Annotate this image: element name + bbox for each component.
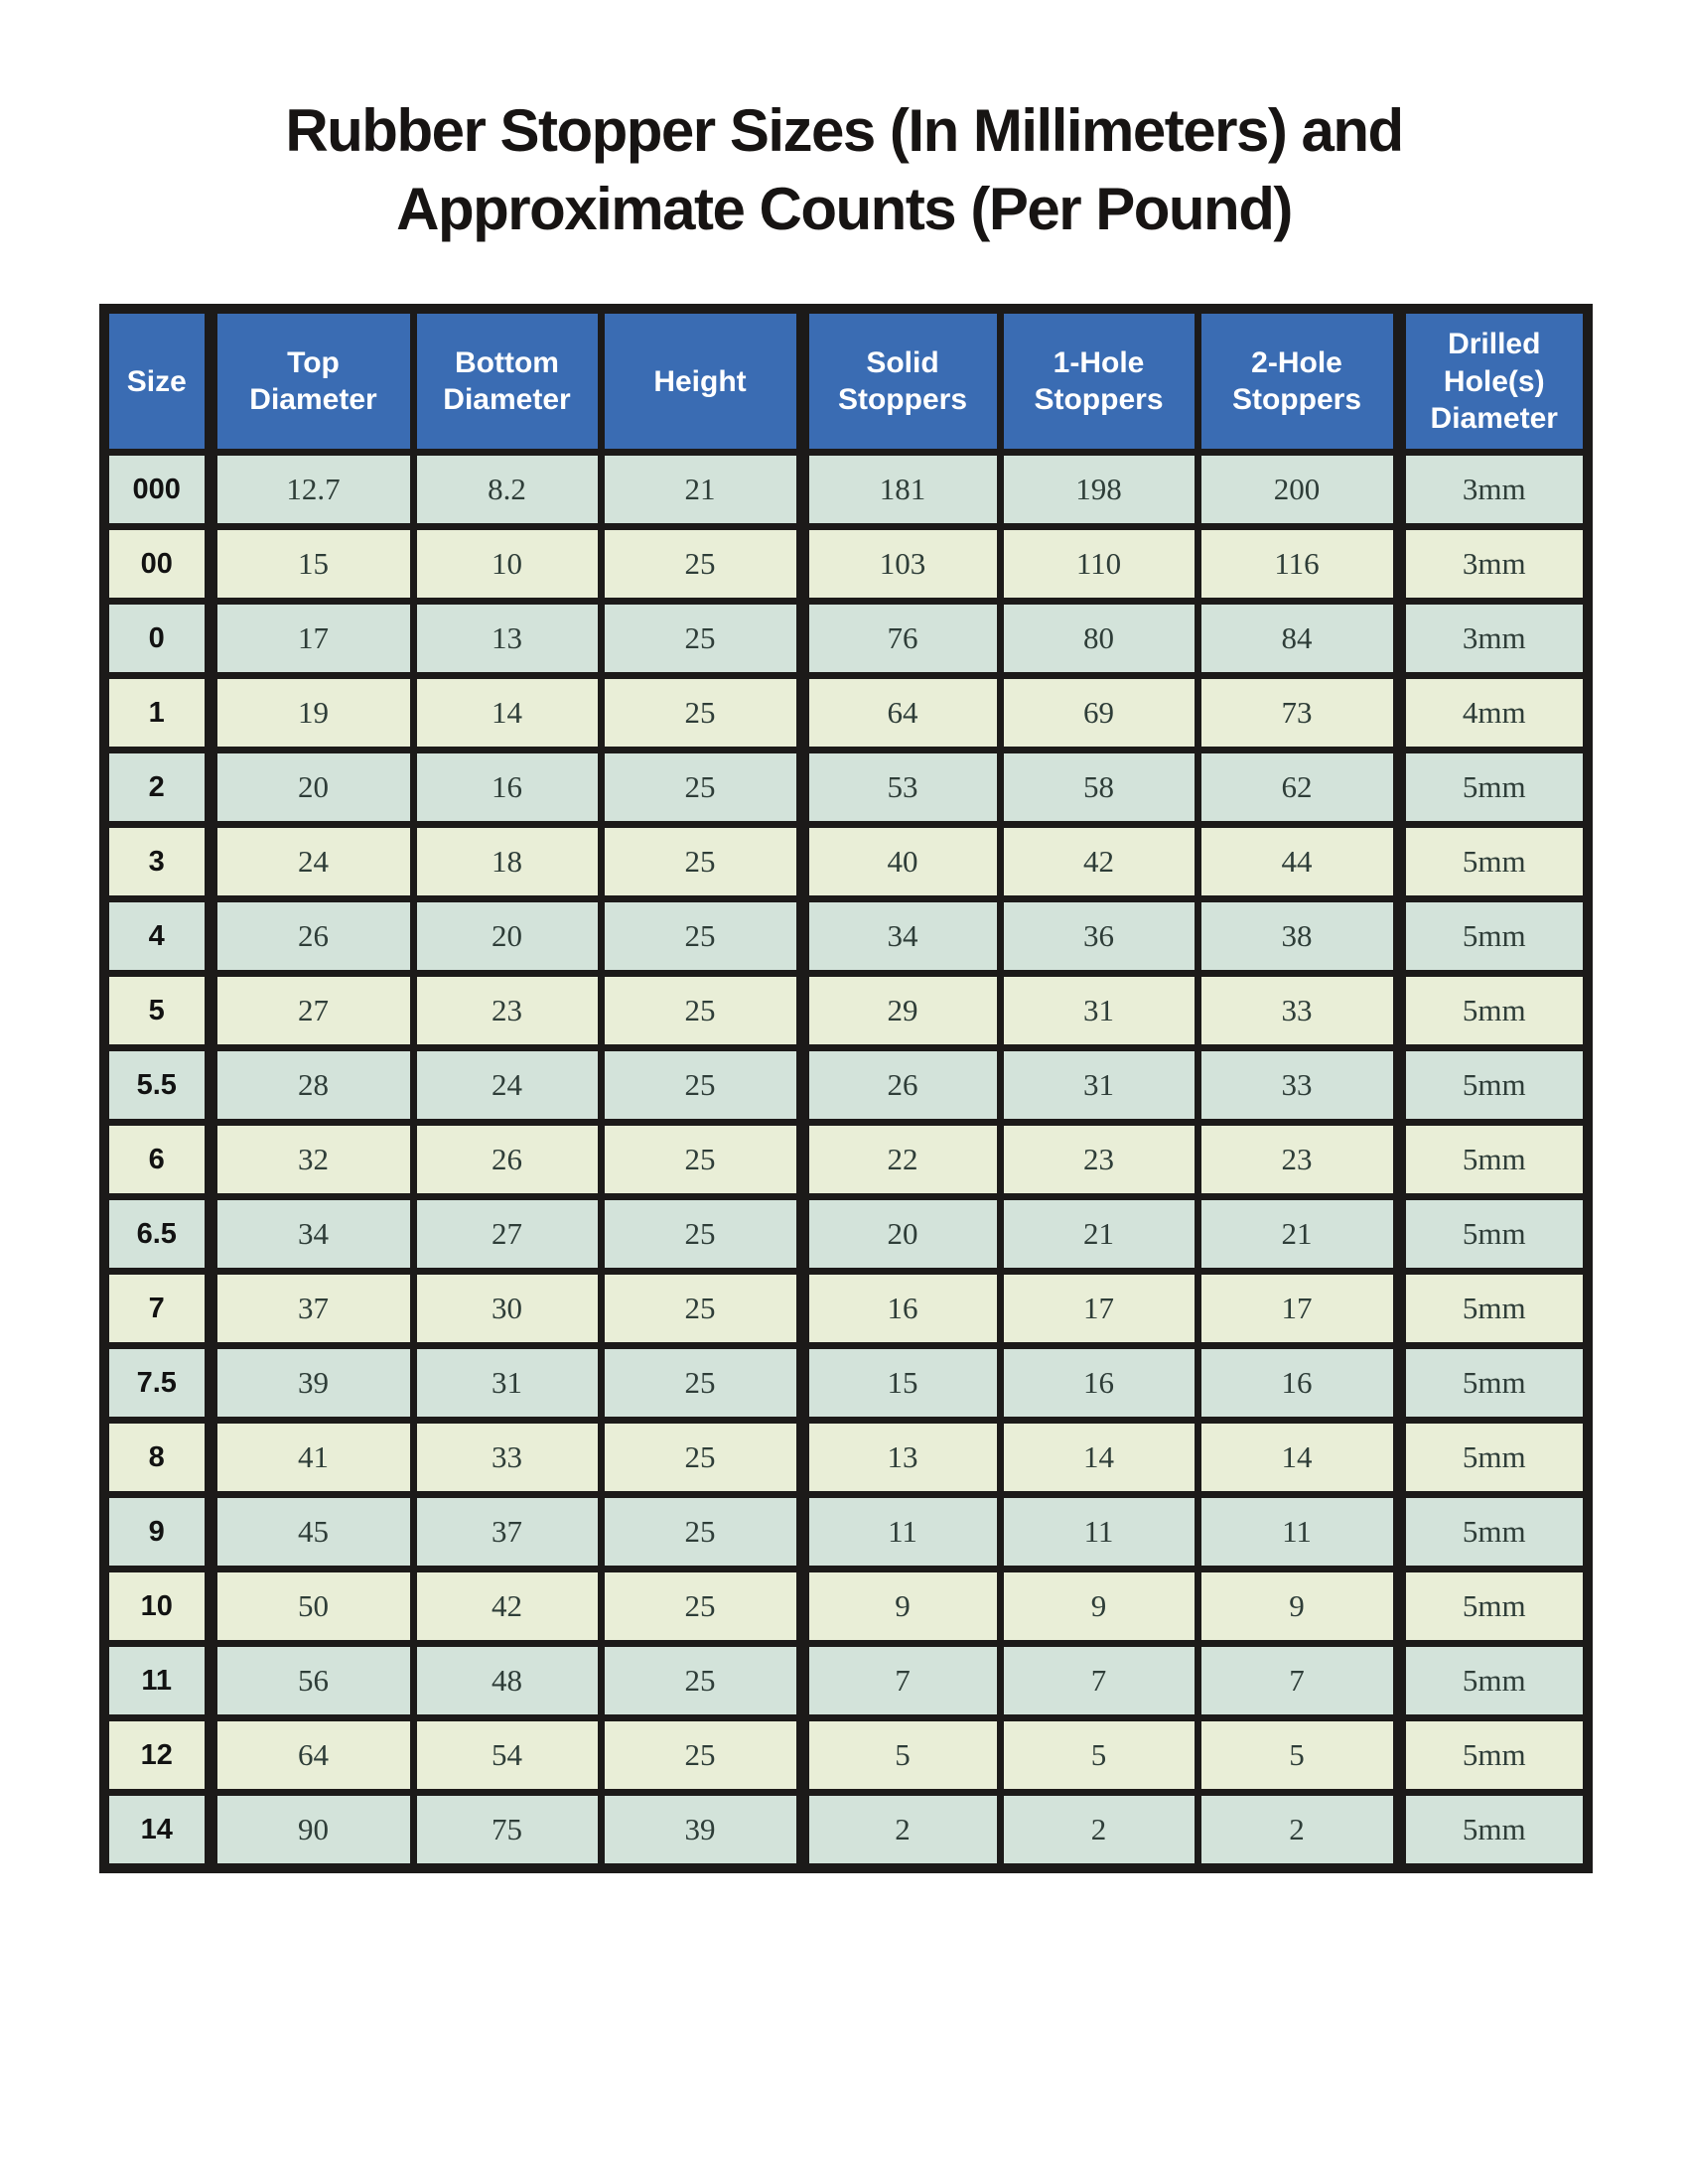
solid-stoppers-cell: 9 <box>802 1570 1000 1644</box>
table-row <box>104 527 1588 602</box>
height-cell: 25 <box>601 676 802 751</box>
two-hole-stoppers-cell: 44 <box>1197 825 1399 899</box>
one-hole-stoppers-cell: 2 <box>1000 1793 1197 1869</box>
solid-stoppers-cell: 2 <box>802 1793 1000 1869</box>
bottom-diameter-cell: 37 <box>413 1495 601 1570</box>
size-cell: 00 <box>104 527 211 602</box>
page-title <box>0 0 1688 248</box>
drilled-hole-diameter-cell: 5mm <box>1399 1718 1588 1793</box>
size-cell: 11 <box>104 1644 211 1718</box>
one-hole-stoppers-cell: 7 <box>1000 1644 1197 1718</box>
table-header <box>104 309 1588 453</box>
two-hole-stoppers-cell: 116 <box>1197 527 1399 602</box>
top-diameter-cell: 90 <box>211 1793 413 1869</box>
stopper-size-table <box>99 304 1593 1873</box>
header-cell-solid-stoppers: Solid Stoppers <box>802 309 1000 453</box>
table-row <box>104 825 1588 899</box>
height-cell: 25 <box>601 1346 802 1421</box>
one-hole-stoppers-cell: 58 <box>1000 751 1197 825</box>
two-hole-stoppers-cell: 2 <box>1197 1793 1399 1869</box>
height-cell: 25 <box>601 1495 802 1570</box>
one-hole-stoppers-cell: 11 <box>1000 1495 1197 1570</box>
drilled-hole-diameter-cell: 5mm <box>1399 1197 1588 1272</box>
height-cell: 25 <box>601 751 802 825</box>
table-row <box>104 676 1588 751</box>
drilled-hole-diameter-cell: 5mm <box>1399 825 1588 899</box>
solid-stoppers-cell: 20 <box>802 1197 1000 1272</box>
bottom-diameter-cell: 48 <box>413 1644 601 1718</box>
size-cell: 5 <box>104 974 211 1048</box>
drilled-hole-diameter-cell: 5mm <box>1399 1421 1588 1495</box>
height-cell: 25 <box>601 1272 802 1346</box>
one-hole-stoppers-cell: 80 <box>1000 602 1197 676</box>
table-row <box>104 1570 1588 1644</box>
bottom-diameter-cell: 75 <box>413 1793 601 1869</box>
size-cell: 7.5 <box>104 1346 211 1421</box>
two-hole-stoppers-cell: 14 <box>1197 1421 1399 1495</box>
solid-stoppers-cell: 64 <box>802 676 1000 751</box>
top-diameter-cell: 37 <box>211 1272 413 1346</box>
solid-stoppers-cell: 181 <box>802 453 1000 527</box>
top-diameter-cell: 39 <box>211 1346 413 1421</box>
bottom-diameter-cell: 16 <box>413 751 601 825</box>
one-hole-stoppers-cell: 198 <box>1000 453 1197 527</box>
solid-stoppers-cell: 34 <box>802 899 1000 974</box>
bottom-diameter-cell: 14 <box>413 676 601 751</box>
bottom-diameter-cell: 8.2 <box>413 453 601 527</box>
top-diameter-cell: 41 <box>211 1421 413 1495</box>
page-title-line1: Rubber Stopper Sizes (In Millimeters) and <box>285 97 1403 164</box>
solid-stoppers-cell: 53 <box>802 751 1000 825</box>
height-cell: 25 <box>601 1123 802 1197</box>
drilled-hole-diameter-cell: 5mm <box>1399 1495 1588 1570</box>
drilled-hole-diameter-cell: 5mm <box>1399 751 1588 825</box>
header-cell-1-hole-stoppers: 1-Hole Stoppers <box>1000 309 1197 453</box>
one-hole-stoppers-cell: 31 <box>1000 1048 1197 1123</box>
size-cell: 10 <box>104 1570 211 1644</box>
table-row <box>104 1197 1588 1272</box>
bottom-diameter-cell: 42 <box>413 1570 601 1644</box>
top-diameter-cell: 28 <box>211 1048 413 1123</box>
size-cell: 6 <box>104 1123 211 1197</box>
two-hole-stoppers-cell: 5 <box>1197 1718 1399 1793</box>
bottom-diameter-cell: 23 <box>413 974 601 1048</box>
two-hole-stoppers-cell: 17 <box>1197 1272 1399 1346</box>
bottom-diameter-cell: 54 <box>413 1718 601 1793</box>
one-hole-stoppers-cell: 17 <box>1000 1272 1197 1346</box>
size-cell: 8 <box>104 1421 211 1495</box>
one-hole-stoppers-cell: 23 <box>1000 1123 1197 1197</box>
height-cell: 39 <box>601 1793 802 1869</box>
one-hole-stoppers-cell: 36 <box>1000 899 1197 974</box>
drilled-hole-diameter-cell: 5mm <box>1399 1048 1588 1123</box>
size-cell: 1 <box>104 676 211 751</box>
table-row <box>104 1793 1588 1869</box>
top-diameter-cell: 26 <box>211 899 413 974</box>
header-cell-top-diameter: Top Diameter <box>211 309 413 453</box>
drilled-hole-diameter-cell: 5mm <box>1399 1570 1588 1644</box>
solid-stoppers-cell: 40 <box>802 825 1000 899</box>
bottom-diameter-cell: 24 <box>413 1048 601 1123</box>
height-cell: 25 <box>601 1197 802 1272</box>
one-hole-stoppers-cell: 21 <box>1000 1197 1197 1272</box>
size-cell: 9 <box>104 1495 211 1570</box>
height-cell: 25 <box>601 1644 802 1718</box>
top-diameter-cell: 19 <box>211 676 413 751</box>
size-cell: 6.5 <box>104 1197 211 1272</box>
solid-stoppers-cell: 5 <box>802 1718 1000 1793</box>
two-hole-stoppers-cell: 9 <box>1197 1570 1399 1644</box>
one-hole-stoppers-cell: 16 <box>1000 1346 1197 1421</box>
bottom-diameter-cell: 31 <box>413 1346 601 1421</box>
two-hole-stoppers-cell: 84 <box>1197 602 1399 676</box>
drilled-hole-diameter-cell: 3mm <box>1399 453 1588 527</box>
size-cell: 7 <box>104 1272 211 1346</box>
drilled-hole-diameter-cell: 5mm <box>1399 974 1588 1048</box>
two-hole-stoppers-cell: 21 <box>1197 1197 1399 1272</box>
height-cell: 25 <box>601 527 802 602</box>
header-row <box>104 309 1588 453</box>
height-cell: 25 <box>601 1718 802 1793</box>
top-diameter-cell: 56 <box>211 1644 413 1718</box>
drilled-hole-diameter-cell: 5mm <box>1399 1793 1588 1869</box>
drilled-hole-diameter-cell: 5mm <box>1399 1272 1588 1346</box>
two-hole-stoppers-cell: 11 <box>1197 1495 1399 1570</box>
one-hole-stoppers-cell: 42 <box>1000 825 1197 899</box>
solid-stoppers-cell: 11 <box>802 1495 1000 1570</box>
solid-stoppers-cell: 15 <box>802 1346 1000 1421</box>
table-row <box>104 1644 1588 1718</box>
height-cell: 25 <box>601 974 802 1048</box>
bottom-diameter-cell: 26 <box>413 1123 601 1197</box>
drilled-hole-diameter-cell: 4mm <box>1399 676 1588 751</box>
size-cell: 000 <box>104 453 211 527</box>
one-hole-stoppers-cell: 14 <box>1000 1421 1197 1495</box>
table-row <box>104 899 1588 974</box>
table-row <box>104 1272 1588 1346</box>
height-cell: 25 <box>601 602 802 676</box>
solid-stoppers-cell: 26 <box>802 1048 1000 1123</box>
page-title-line2: Approximate Counts (Per Pound) <box>396 176 1292 243</box>
size-cell: 14 <box>104 1793 211 1869</box>
size-cell: 0 <box>104 602 211 676</box>
one-hole-stoppers-cell: 9 <box>1000 1570 1197 1644</box>
one-hole-stoppers-cell: 69 <box>1000 676 1197 751</box>
height-cell: 25 <box>601 1048 802 1123</box>
two-hole-stoppers-cell: 33 <box>1197 974 1399 1048</box>
two-hole-stoppers-cell: 16 <box>1197 1346 1399 1421</box>
two-hole-stoppers-cell: 62 <box>1197 751 1399 825</box>
table-row <box>104 1048 1588 1123</box>
size-cell: 12 <box>104 1718 211 1793</box>
height-cell: 25 <box>601 1421 802 1495</box>
solid-stoppers-cell: 103 <box>802 527 1000 602</box>
table-row <box>104 602 1588 676</box>
top-diameter-cell: 20 <box>211 751 413 825</box>
two-hole-stoppers-cell: 7 <box>1197 1644 1399 1718</box>
table-row <box>104 974 1588 1048</box>
solid-stoppers-cell: 22 <box>802 1123 1000 1197</box>
table-row <box>104 1346 1588 1421</box>
one-hole-stoppers-cell: 5 <box>1000 1718 1197 1793</box>
bottom-diameter-cell: 33 <box>413 1421 601 1495</box>
size-cell: 4 <box>104 899 211 974</box>
one-hole-stoppers-cell: 31 <box>1000 974 1197 1048</box>
top-diameter-cell: 12.7 <box>211 453 413 527</box>
solid-stoppers-cell: 16 <box>802 1272 1000 1346</box>
size-cell: 5.5 <box>104 1048 211 1123</box>
top-diameter-cell: 34 <box>211 1197 413 1272</box>
size-cell: 2 <box>104 751 211 825</box>
height-cell: 25 <box>601 825 802 899</box>
bottom-diameter-cell: 27 <box>413 1197 601 1272</box>
table-row <box>104 1495 1588 1570</box>
bottom-diameter-cell: 30 <box>413 1272 601 1346</box>
drilled-hole-diameter-cell: 5mm <box>1399 1346 1588 1421</box>
table-row <box>104 1123 1588 1197</box>
bottom-diameter-cell: 13 <box>413 602 601 676</box>
table-row <box>104 751 1588 825</box>
height-cell: 25 <box>601 1570 802 1644</box>
solid-stoppers-cell: 13 <box>802 1421 1000 1495</box>
drilled-hole-diameter-cell: 5mm <box>1399 899 1588 974</box>
drilled-hole-diameter-cell: 5mm <box>1399 1644 1588 1718</box>
solid-stoppers-cell: 76 <box>802 602 1000 676</box>
top-diameter-cell: 24 <box>211 825 413 899</box>
two-hole-stoppers-cell: 33 <box>1197 1048 1399 1123</box>
height-cell: 21 <box>601 453 802 527</box>
top-diameter-cell: 50 <box>211 1570 413 1644</box>
drilled-hole-diameter-cell: 3mm <box>1399 602 1588 676</box>
size-cell: 3 <box>104 825 211 899</box>
header-cell-drilled-holes-diameter: Drilled Hole(s) Diameter <box>1399 309 1588 453</box>
table-row <box>104 1421 1588 1495</box>
two-hole-stoppers-cell: 73 <box>1197 676 1399 751</box>
header-cell-height: Height <box>601 309 802 453</box>
table-row <box>104 453 1588 527</box>
two-hole-stoppers-cell: 23 <box>1197 1123 1399 1197</box>
drilled-hole-diameter-cell: 5mm <box>1399 1123 1588 1197</box>
drilled-hole-diameter-cell: 3mm <box>1399 527 1588 602</box>
top-diameter-cell: 32 <box>211 1123 413 1197</box>
bottom-diameter-cell: 10 <box>413 527 601 602</box>
top-diameter-cell: 64 <box>211 1718 413 1793</box>
two-hole-stoppers-cell: 38 <box>1197 899 1399 974</box>
top-diameter-cell: 45 <box>211 1495 413 1570</box>
bottom-diameter-cell: 18 <box>413 825 601 899</box>
solid-stoppers-cell: 7 <box>802 1644 1000 1718</box>
header-cell-size: Size <box>104 309 211 453</box>
top-diameter-cell: 15 <box>211 527 413 602</box>
bottom-diameter-cell: 20 <box>413 899 601 974</box>
header-cell-bottom-diameter: Bottom Diameter <box>413 309 601 453</box>
table-body <box>104 453 1588 1869</box>
header-cell-2-hole-stoppers: 2-Hole Stoppers <box>1197 309 1399 453</box>
one-hole-stoppers-cell: 110 <box>1000 527 1197 602</box>
top-diameter-cell: 17 <box>211 602 413 676</box>
height-cell: 25 <box>601 899 802 974</box>
two-hole-stoppers-cell: 200 <box>1197 453 1399 527</box>
table-row <box>104 1718 1588 1793</box>
top-diameter-cell: 27 <box>211 974 413 1048</box>
solid-stoppers-cell: 29 <box>802 974 1000 1048</box>
